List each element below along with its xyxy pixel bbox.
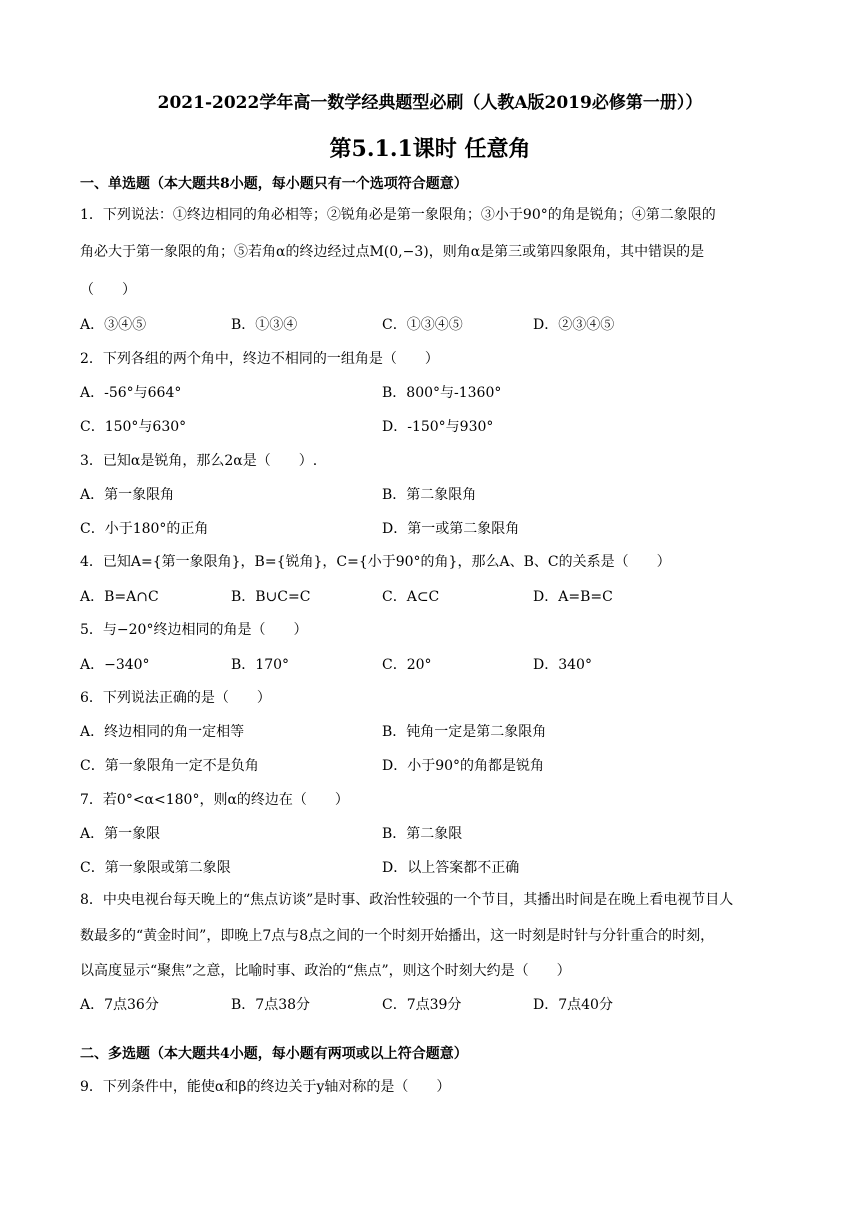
question-5-stem: 5．与−20°终边相同的角是（ ） (80, 622, 308, 638)
question-4-option-d: D．A=B=C (533, 589, 613, 605)
question-3-stem: 3．已知α是锐角，那么2α是（ ）. (80, 453, 318, 469)
question-2-option-b: B．800°与-1360° (382, 385, 502, 401)
question-1-option-a: A．③④⑤ (80, 317, 147, 333)
question-3-option-d: D．第一或第二象限角 (382, 521, 520, 537)
question-5-option-b: B．170° (231, 657, 290, 673)
question-3-option-a: A．第一象限角 (80, 487, 175, 503)
question-6-stem: 6．下列说法正确的是（ ） (80, 690, 271, 706)
question-7-stem: 7．若0°<α<180°，则α的终边在（ ） (80, 792, 349, 808)
question-8-option-a: A．7点36分 (80, 997, 159, 1013)
question-7-option-b: B．第二象限 (382, 826, 463, 842)
question-4-option-c: C．A⊂C (382, 589, 440, 605)
question-9-stem: 9．下列条件中，能使α和β的终边关于y轴对称的是（ ） (80, 1079, 451, 1095)
question-1-option-b: B．①③④ (231, 317, 298, 333)
question-8-stem-line-1: 8．中央电视台每天晚上的“焦点访谈”是时事、政治性较强的一个节目，其播出时间是在晚上看电视节目人 (80, 892, 734, 908)
question-1-option-c: C．①③④⑤ (382, 317, 463, 333)
document-title: 2021-2022学年高一数学经典题型必刷（人教A版2019必修第一册）） (157, 93, 703, 113)
question-8-stem-line-2: 数最多的“黄金时间”，即晚上7点与8点之间的一个时刻开始播出，这一时刻是时针与分针重合的时刻， (80, 928, 715, 944)
question-1-stem-line-1: 1．下列说法：①终边相同的角必相等；②锐角必是第一象限角；③小于90°的角是锐角；④第二象限的 (80, 207, 716, 223)
question-8-option-c: C．7点39分 (382, 997, 462, 1013)
question-1-stem-line-3: （ ） (80, 282, 136, 298)
question-5-option-c: C．20° (382, 657, 432, 673)
question-3-option-c: C．小于180°的正角 (80, 521, 209, 537)
question-1-option-d: D．②③④⑤ (533, 317, 615, 333)
section-header-single-choice: 一、单选题（本大题共8小题，每小题只有一个选项符合题意） (80, 176, 468, 192)
question-5-option-a: A．−340° (80, 657, 150, 673)
question-6-option-a: A．终边相同的角一定相等 (80, 724, 245, 740)
question-7-option-a: A．第一象限 (80, 826, 161, 842)
question-6-option-c: C．第一象限角一定不是负角 (80, 758, 259, 774)
question-5-option-d: D．340° (533, 657, 592, 673)
question-2-option-c: C．150°与630° (80, 419, 187, 435)
question-6-option-b: B．钝角一定是第二象限角 (382, 724, 547, 740)
question-6-option-d: D．小于90°的角都是锐角 (382, 758, 545, 774)
question-2-option-d: D．-150°与930° (382, 419, 494, 435)
question-7-option-d: D．以上答案都不正确 (382, 860, 520, 876)
question-4-option-a: A．B=A∩C (80, 589, 159, 605)
question-8-stem-line-3: 以高度显示“聚焦”之意，比喻时事、政治的“焦点”，则这个时刻大约是（ ） (80, 963, 571, 979)
question-1-stem-line-2: 角必大于第一象限的角；⑤若角α的终边经过点M(0,−3)，则角α是第三或第四象限角，其中错误的是 (80, 244, 705, 260)
question-4-option-b: B．B∪C=C (231, 589, 311, 605)
question-8-option-b: B．7点38分 (231, 997, 311, 1013)
question-2-stem: 2．下列各组的两个角中，终边不相同的一组角是（ ） (80, 351, 439, 367)
section-header-multiple-choice: 二、多选题（本大题共4小题，每小题有两项或以上符合题意） (80, 1046, 468, 1062)
lesson-title: 第5.1.1课时 任意角 (329, 136, 531, 162)
question-2-option-a: A．-56°与664° (80, 385, 182, 401)
question-8-option-d: D．7点40分 (533, 997, 613, 1013)
question-3-option-b: B．第二象限角 (382, 487, 477, 503)
question-4-stem: 4．已知A={第一象限角}，B={锐角}，C={小于90°的角}，那么A、B、C的关系是（ ） (80, 554, 671, 570)
question-7-option-c: C．第一象限或第二象限 (80, 860, 231, 876)
